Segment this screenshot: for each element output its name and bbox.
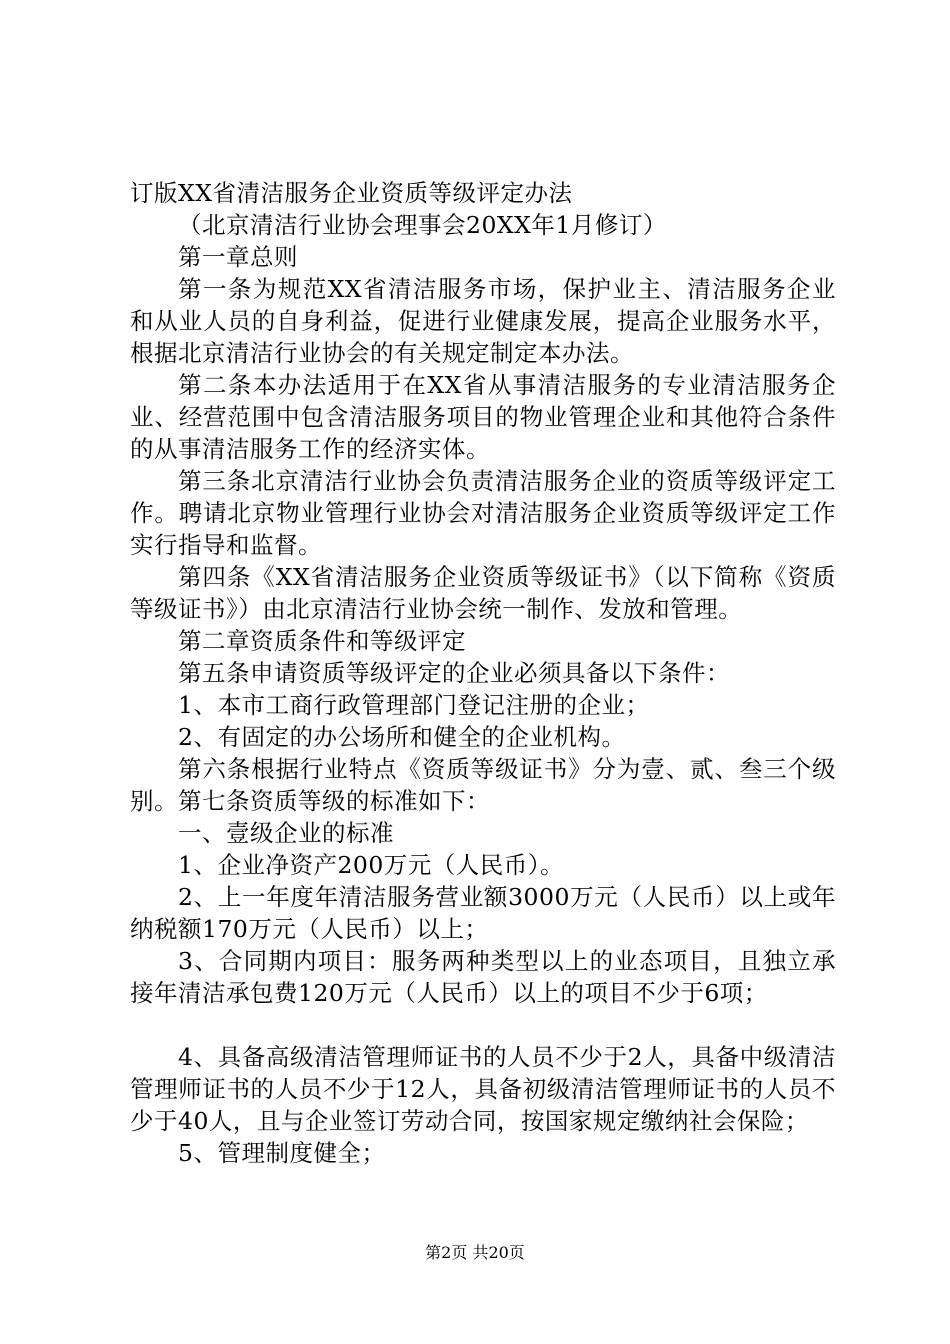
article-paragraph: 第一条为规范XX省清洁服务市场，保护业主、清洁服务企业和从业人员的自身利益，促进行业健康发展，提高企业服务水平，根据北京清洁行业协会的有关规定制定本办法。	[130, 275, 836, 367]
document-body	[130, 177, 836, 1169]
list-item: 2、上一年度年清洁服务营业额3000万元（人民币）以上或年纳税额170万元（人民币）以上；	[130, 883, 836, 943]
article-paragraph: 第五条申请资质等级评定的企业必须具备以下条件：	[178, 659, 730, 687]
document-subtitle: （北京清洁行业协会理事会20XX年1月修订）	[178, 211, 667, 239]
document-title: 订版XX省清洁服务企业资质等级评定办法	[130, 179, 573, 207]
list-item: 1、企业净资产200万元（人民币）。	[178, 851, 565, 879]
list-item: 5、管理制度健全；	[178, 1139, 386, 1167]
page-number-footer: 第2页 共20页	[425, 1243, 525, 1262]
chapter-heading: 第一章总则	[178, 243, 298, 271]
list-item: 2、有固定的办公场所和健全的企业机构。	[178, 723, 626, 751]
chapter-heading: 第二章资质条件和等级评定	[178, 627, 466, 655]
list-item: 1、本市工商行政管理部门登记注册的企业；	[178, 691, 650, 719]
article-paragraph: 第四条《XX省清洁服务企业资质等级证书》（以下简称《资质等级证书》）由北京清洁行业协会统一制作、发放和管理。	[130, 563, 836, 623]
article-paragraph: 第六条根据行业特点《资质等级证书》分为壹、贰、叁三个级别。第七条资质等级的标准如下：	[130, 755, 836, 815]
article-paragraph: 第三条北京清洁行业协会负责清洁服务企业的资质等级评定工作。聘请北京物业管理行业协会对清洁服务企业资质等级评定工作实行指导和监督。	[130, 467, 836, 559]
section-heading: 一、壹级企业的标准	[178, 819, 394, 847]
article-paragraph: 第二条本办法适用于在XX省从事清洁服务的专业清洁服务企业、经营范围中包含清洁服务项目的物业管理企业和其他符合条件的从事清洁服务工作的经济实体。	[130, 371, 836, 463]
list-item: 3、合同期内项目：服务两种类型以上的业态项目，且独立承接年清洁承包费120万元（人民币）以上的项目不少于6项；	[130, 947, 836, 1007]
paragraph-gap	[130, 1009, 836, 1041]
list-item: 4、具备高级清洁管理师证书的人员不少于2人，具备中级清洁管理师证书的人员不少于12人，具备初级清洁管理师证书的人员不少于40人，且与企业签订劳动合同，按国家规定缴纳社会保险；	[130, 1043, 836, 1135]
